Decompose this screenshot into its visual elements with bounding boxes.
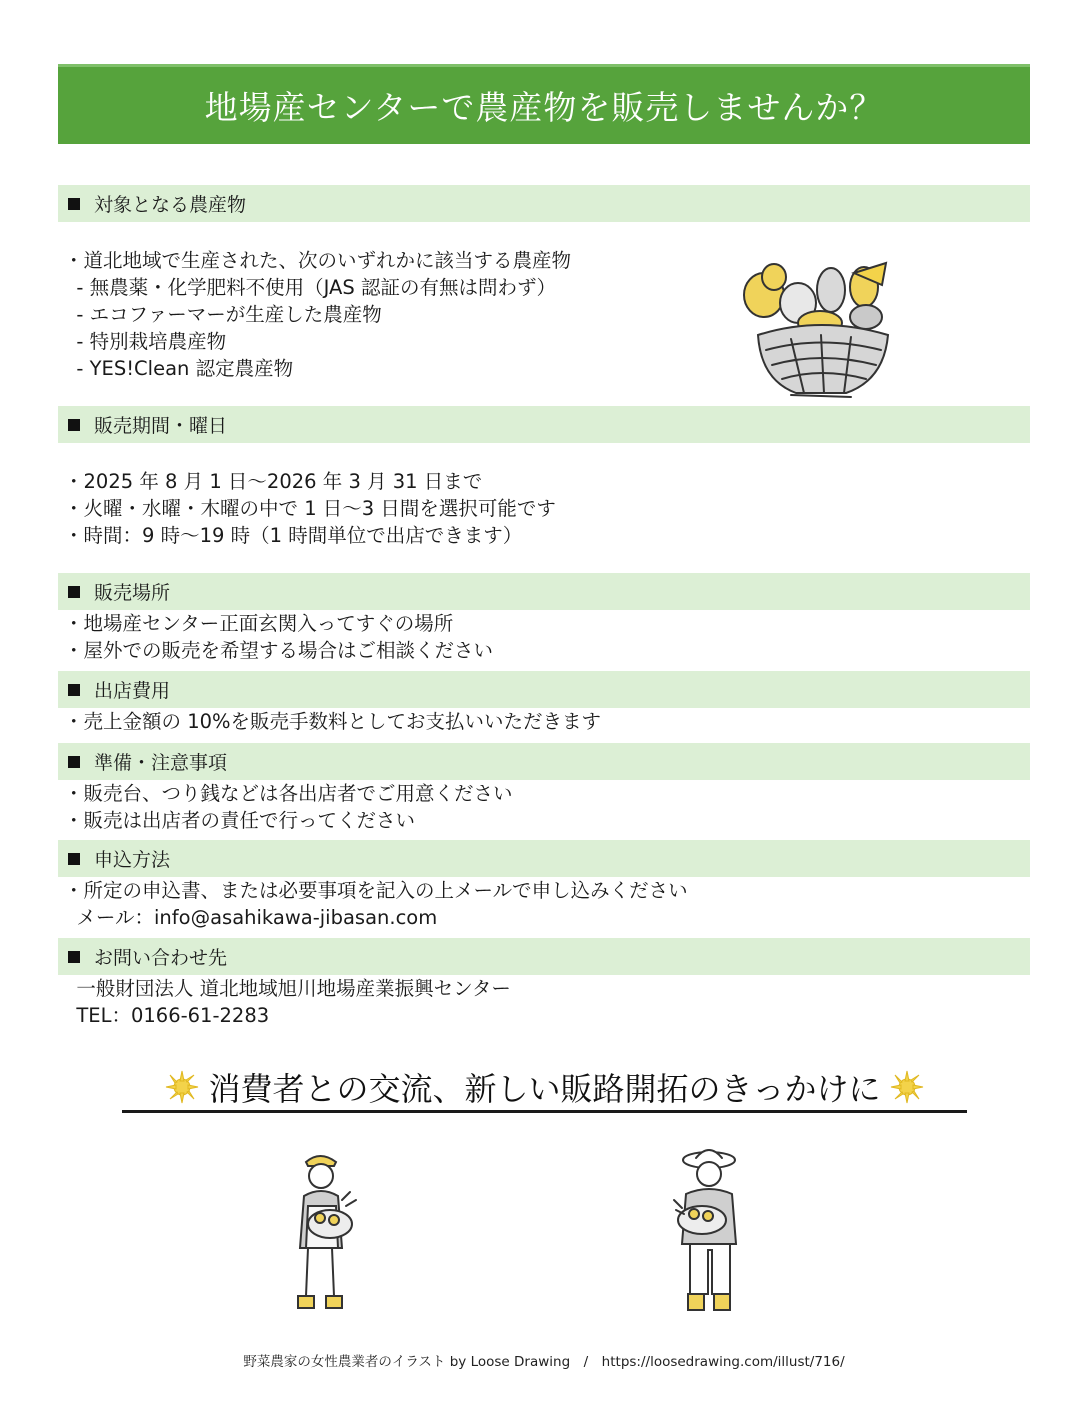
section-header-sales-period bbox=[58, 406, 1030, 443]
section-header-contact bbox=[58, 938, 1030, 975]
section-line: - エコファーマーが生産した農産物 bbox=[64, 303, 382, 326]
slogan-text: 消費者との交流、新しい販路開拓のきっかけに bbox=[208, 1069, 881, 1108]
section-heading: 申込方法 bbox=[94, 849, 171, 871]
section-line: - 特別栽培農産物 bbox=[64, 330, 227, 353]
organization-name: 一般財団法人 道北地域旭川地場産業振興センター bbox=[64, 977, 511, 1000]
section-heading: 販売期間・曜日 bbox=[94, 415, 228, 437]
square-bullet-icon bbox=[68, 756, 80, 768]
square-bullet-icon bbox=[68, 684, 80, 696]
page-title: 地場産センターで農産物を販売しませんか？ bbox=[204, 88, 884, 127]
section-heading: お問い合わせ先 bbox=[94, 947, 228, 969]
section-header-application bbox=[58, 840, 1030, 877]
section-header-preparation bbox=[58, 743, 1030, 780]
section-line: - YES!Clean 認定農産物 bbox=[64, 357, 294, 380]
illustration-credit: 野菜農家の女性農業者のイラスト by Loose Drawing / https://loosedrawing.com/illust/716/ bbox=[243, 1354, 845, 1370]
square-bullet-icon bbox=[68, 419, 80, 431]
square-bullet-icon bbox=[68, 853, 80, 865]
square-bullet-icon bbox=[68, 951, 80, 963]
male-farmer-illustration bbox=[664, 1140, 754, 1320]
section-heading: 対象となる農産物 bbox=[94, 194, 247, 216]
female-farmer-illustration bbox=[290, 1148, 370, 1314]
section-header-sales-location bbox=[58, 573, 1030, 610]
section-line: ・販売台、つり銭などは各出店者でご用意ください bbox=[64, 782, 513, 805]
section-line: ・時間：9 時～19 時（1 時間単位で出店できます） bbox=[64, 524, 523, 547]
section-heading: 準備・注意事項 bbox=[94, 752, 228, 774]
section-line: ・道北地域で生産された、次のいずれかに該当する農産物 bbox=[64, 249, 572, 272]
square-bullet-icon bbox=[68, 586, 80, 598]
sparkle-icon bbox=[889, 1069, 925, 1105]
vegetable-basket-illustration bbox=[736, 255, 906, 403]
section-heading: 販売場所 bbox=[94, 582, 171, 604]
section-line: - 無農薬・化学肥料不使用（JAS 認証の有無は問わず） bbox=[64, 276, 556, 299]
section-header-target-products bbox=[58, 185, 1030, 222]
section-heading: 出店費用 bbox=[94, 680, 171, 702]
section-line: ・売上金額の 10%を販売手数料としてお支払いいただきます bbox=[64, 710, 602, 733]
email-line: メール：info@asahikawa-jibasan.com bbox=[64, 906, 438, 929]
section-line: ・販売は出店者の責任で行ってください bbox=[64, 809, 416, 832]
section-line: ・火曜・水曜・木曜の中で 1 日～3 日間を選択可能です bbox=[64, 497, 556, 520]
section-line: ・地場産センター正面玄関入ってすぐの場所 bbox=[64, 612, 454, 635]
square-bullet-icon bbox=[68, 198, 80, 210]
section-line: ・2025 年 8 月 1 日～2026 年 3 月 31 日まで bbox=[64, 470, 483, 493]
slogan-banner bbox=[122, 1063, 967, 1113]
section-line: ・所定の申込書、または必要事項を記入の上メールで申し込みください bbox=[64, 879, 688, 902]
section-line: ・屋外での販売を希望する場合はご相談ください bbox=[64, 639, 494, 662]
page-title-banner bbox=[58, 64, 1030, 144]
phone-number: TEL：0166-61-2283 bbox=[64, 1004, 270, 1027]
section-header-fee bbox=[58, 671, 1030, 708]
sparkle-icon bbox=[164, 1069, 200, 1105]
